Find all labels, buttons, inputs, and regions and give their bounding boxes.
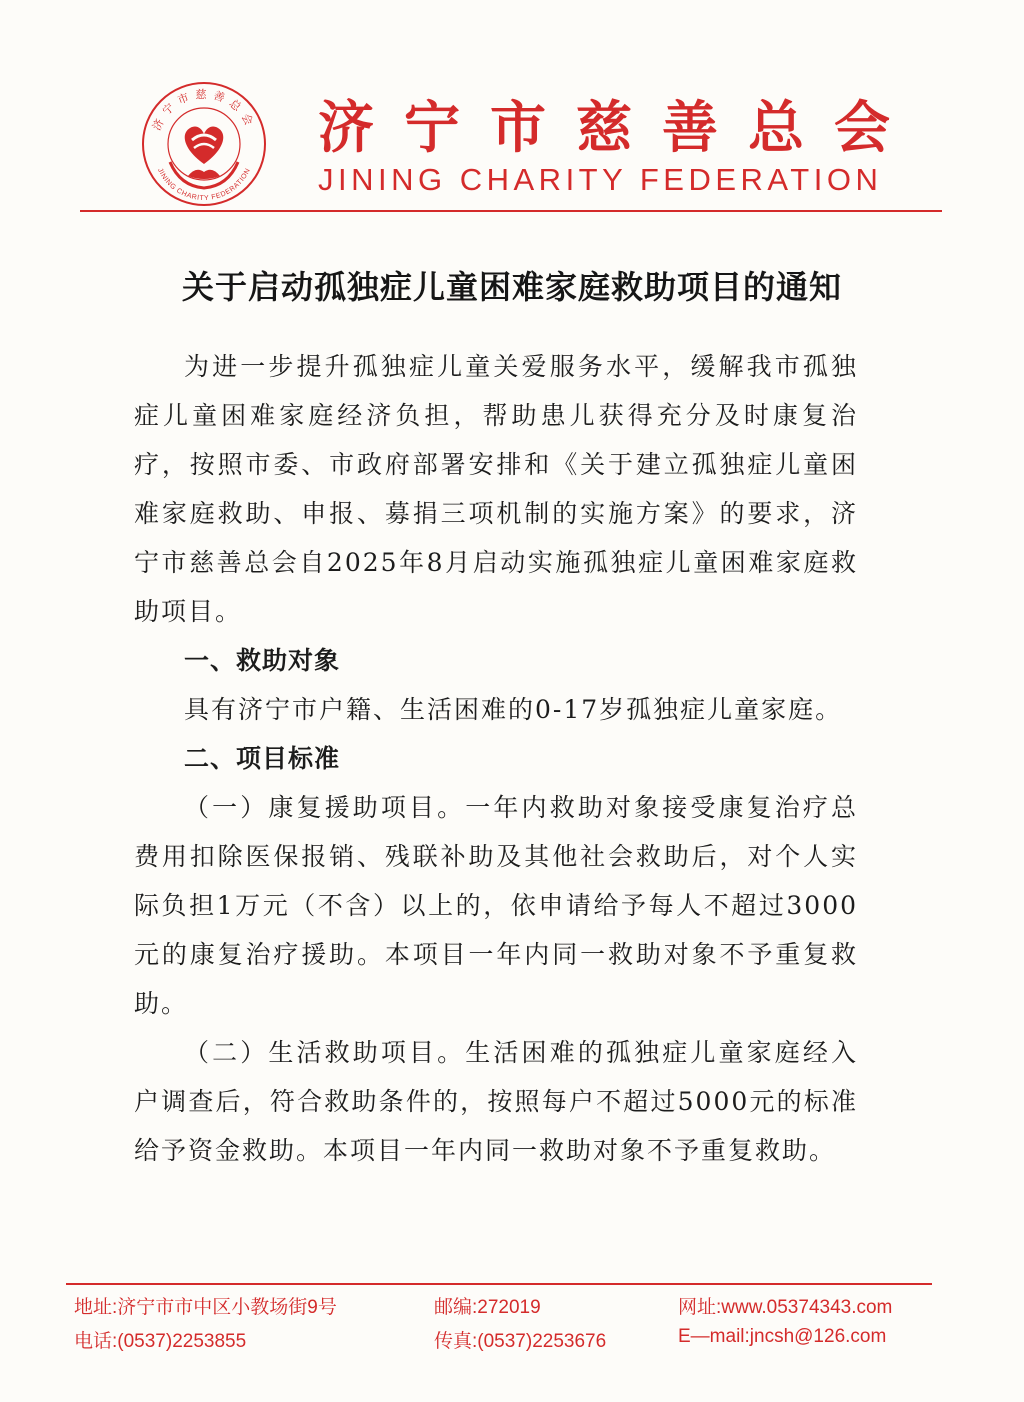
section-1-heading: 一、救助对象 xyxy=(184,646,341,675)
section-1-text: 具有济宁市户籍、生活困难的0-17岁孤独症儿童家庭。 xyxy=(184,695,843,724)
intro-paragraph: 为进一步提升孤独症儿童关爱服务水平，缓解我市孤独症儿童困难家庭经济负担，帮助患儿获得充分及时康复治疗，按照市委、市政府部署安排和《关于建立孤独症儿童困难家庭救助、申报、募捐三项机制的实施方案》的要求，济宁市慈善总会自2025年8月启动实施孤独症儿童困难家庭救助项目。 xyxy=(134,352,858,626)
charity-federation-logo xyxy=(140,80,268,208)
footer-phone: 电话:(0537)2253855 xyxy=(74,1331,247,1352)
footer-address: 地址:济宁市市中区小教场街9号 xyxy=(74,1297,337,1318)
footer-website: 网址:www.05374343.com xyxy=(678,1297,893,1318)
footer-postcode: 邮编:272019 xyxy=(434,1297,541,1318)
logo-ring-text-en: JINING CHARITY FEDERATION xyxy=(156,167,252,203)
document-title: 关于启动孤独症儿童困难家庭救助项目的通知 xyxy=(181,268,842,306)
heart-hands-icon xyxy=(185,127,224,164)
letterhead xyxy=(80,70,942,220)
logo-ring-text: 济宁市慈善总会 xyxy=(150,88,258,133)
document-body xyxy=(134,342,858,1175)
org-name-cn: 济宁市慈善总会 xyxy=(318,96,920,161)
section-2-item-1: （一）康复援助项目。一年内救助对象接受康复治疗总费用扣除医保报销、残联补助及其他社会救助后，对个人实际负担1万元（不含）以上的，依申请给予每人不超过3000元的康复治疗援助。本项目一年内同一救助对象不予重复救助。 xyxy=(134,793,858,1018)
svg-text:济宁市慈善总会 xyxy=(149,87,259,133)
letterhead-divider xyxy=(80,210,942,212)
org-name-en: JINING CHARITY FEDERATION xyxy=(318,162,883,197)
footer-fax: 传真:(0537)2253676 xyxy=(434,1331,607,1352)
footer-email: E—mail:jncsh@126.com xyxy=(678,1326,887,1347)
section-2-heading: 二、项目标准 xyxy=(184,744,341,773)
section-2-item-2: （二）生活救助项目。生活困难的孤独症儿童家庭经入户调查后，符合救助条件的，按照每户不超过5000元的标准给予资金救助。本项目一年内同一救助对象不予重复救助。 xyxy=(134,1038,858,1165)
footer-divider xyxy=(66,1283,932,1285)
